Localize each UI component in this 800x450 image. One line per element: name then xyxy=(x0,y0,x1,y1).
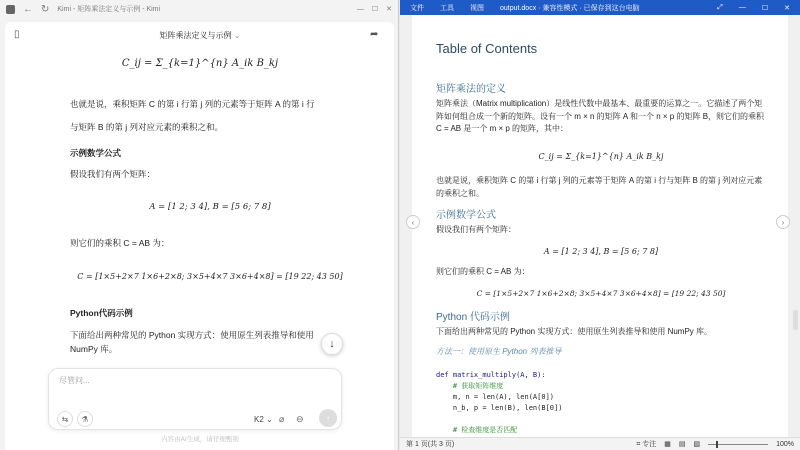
window-title: Kimi - 矩阵乘法定义与示例 - Kimi xyxy=(57,6,161,13)
close-icon[interactable]: ✕ xyxy=(386,6,392,13)
product-formula: C = [1×5+2×7 1×6+2×8; 3×5+4×7 3×6+4×8] = [19 22; 43 50] xyxy=(77,272,343,281)
heading-python: Python 代码示例 xyxy=(436,312,510,323)
menu-view[interactable]: 视图 xyxy=(470,4,484,12)
fullscreen-icon[interactable]: ⤢ xyxy=(717,3,723,11)
code-line xyxy=(436,414,562,425)
page-count: 第 1 页(共 3 页) xyxy=(406,441,455,448)
minimize-icon[interactable]: — xyxy=(738,4,746,11)
code-block xyxy=(436,359,562,436)
read-mode-icon[interactable]: ▤ xyxy=(678,441,686,448)
paragraph-line: 也就是说，乘积矩阵 C 的第 i 行第 j 列的元素等于矩阵 A 的第 i 行 xyxy=(70,99,315,109)
zoom-slider[interactable] xyxy=(708,444,768,445)
focus-mode-button[interactable]: ⌗ 专注 xyxy=(636,441,657,448)
matrices-formula: A = [1 2; 3 4], B = [5 6; 7 8] xyxy=(543,247,659,256)
matrices-formula: A = [1 2; 3 4], B = [5 6; 7 8] xyxy=(149,202,271,212)
settings-icon[interactable]: ⇆ xyxy=(57,411,73,427)
paragraph: 假设我们有两个矩阵： xyxy=(70,169,156,179)
code-line: n_b, p = len(B), len(B[0]) xyxy=(436,404,563,412)
paragraph: 则它们的乘积 C = AB 为： xyxy=(436,267,530,276)
code-line: # 获取矩阵维度 xyxy=(436,382,504,390)
menu-file[interactable]: 文件 xyxy=(410,4,424,12)
chevron-down-icon: ⌄ xyxy=(233,31,241,40)
title-bar xyxy=(0,0,398,18)
paragraph: 则它们的乘积 C = AB 为： xyxy=(70,238,170,248)
product-formula: C = [1×5+2×7 1×6+2×8; 3×5+4×7 3×6+4×8] = [19 22; 43 50] xyxy=(476,289,726,298)
paragraph: 假设我们有两个矩阵： xyxy=(436,225,516,234)
paragraph-line: 与矩阵 B 的第 j 列对应元素的乘积之和。 xyxy=(70,122,224,132)
share-icon[interactable]: ➦ xyxy=(370,29,379,40)
focus-label: 专注 xyxy=(642,441,657,448)
scroll-down-button[interactable]: ↓ xyxy=(321,333,343,355)
code-line: # 检查维度是否匹配 xyxy=(436,426,518,434)
method-heading: 方法一：使用原生 Python 列表推导 xyxy=(436,347,562,356)
back-icon[interactable]: ← xyxy=(23,3,33,15)
ribbon-bar xyxy=(400,0,800,15)
document-title[interactable]: output.docx · 兼容性模式 · 已保存到这台电脑 xyxy=(500,4,640,12)
word-window xyxy=(400,0,800,450)
chat-title-text: 矩阵乘法定义与示例 xyxy=(159,31,232,40)
send-button[interactable]: ↑ xyxy=(319,409,337,427)
print-layout-icon[interactable]: ▦ xyxy=(664,441,671,448)
formula: C_ij = Σ_{k=1}^{n} A_ik B_kj xyxy=(121,58,279,69)
web-layout-icon[interactable]: ▧ xyxy=(693,441,701,448)
minimize-icon[interactable]: — xyxy=(356,5,364,13)
maximize-icon[interactable]: ☐ xyxy=(371,6,379,13)
app-icon xyxy=(6,5,15,14)
zoom-level: 100% xyxy=(776,440,794,448)
status-bar xyxy=(400,437,800,450)
refresh-icon[interactable]: ↻ xyxy=(41,3,50,15)
heading-python: Python代码示例 xyxy=(70,308,133,318)
kimi-window xyxy=(0,0,399,450)
sidebar-toggle-icon[interactable]: ▯ xyxy=(14,29,20,40)
code-line: def matrix_multiply(A, B): xyxy=(436,371,546,379)
attach-icon[interactable]: ⌀ xyxy=(279,414,285,424)
menu-tools[interactable]: 工具 xyxy=(440,4,454,12)
scrollbar[interactable] xyxy=(793,310,798,330)
chat-title[interactable] xyxy=(100,30,300,41)
heading-example: 示例数学公式 xyxy=(70,148,122,158)
formula: C_ij = Σ_{k=1}^{n} A_ik B_kj xyxy=(538,152,664,161)
heading-definition: 矩阵乘法的定义 xyxy=(436,84,506,95)
close-icon[interactable]: ✕ xyxy=(784,4,790,12)
model-label: K2 xyxy=(254,415,264,424)
code-line: m, n = len(A), len(A[0]) xyxy=(436,393,555,401)
tool-icon[interactable]: ⚗ xyxy=(77,411,93,427)
paragraph: 下面给出两种常见的 Python 实现方式：使用原生列表推导和使用 NumPy 库。 xyxy=(70,330,314,354)
model-selector[interactable]: K2 ⌄ xyxy=(254,415,273,424)
chat-input[interactable]: 尽管问... xyxy=(59,376,90,385)
chat-input-box[interactable] xyxy=(48,368,342,430)
explore-icon[interactable]: ⊖ xyxy=(296,414,304,424)
paragraph: 下面给出两种常见的 Python 实现方式：使用原生列表推导和使用 NumPy 库。 xyxy=(436,327,713,336)
next-page-button[interactable]: › xyxy=(776,215,790,229)
paragraph: 矩阵乘法（Matrix multiplication）是线性代数中最基本、最重要的运算之一。它描述了两个矩阵如何组合成一个新的矩阵。设有一个 m × n 的矩阵 A 和一个 n × p 的矩阵 B，则它们的乘积 C = AB 是一个 m × p 的矩阵，其中： xyxy=(436,99,765,133)
toc-heading: Table of Contents xyxy=(436,41,538,56)
maximize-icon[interactable]: ☐ xyxy=(761,4,769,12)
heading-example: 示例数学公式 xyxy=(436,210,496,221)
document-page xyxy=(412,15,788,437)
prev-page-button[interactable]: ‹ xyxy=(406,215,420,229)
disclaimer: 内容由AI生成，请仔细甄别 xyxy=(161,436,239,443)
paragraph: 也就是说，乘积矩阵 C 的第 i 行第 j 列的元素等于矩阵 A 的第 i 行与矩阵 B 的第 j 列对应元素的乘积之和。 xyxy=(436,176,763,198)
